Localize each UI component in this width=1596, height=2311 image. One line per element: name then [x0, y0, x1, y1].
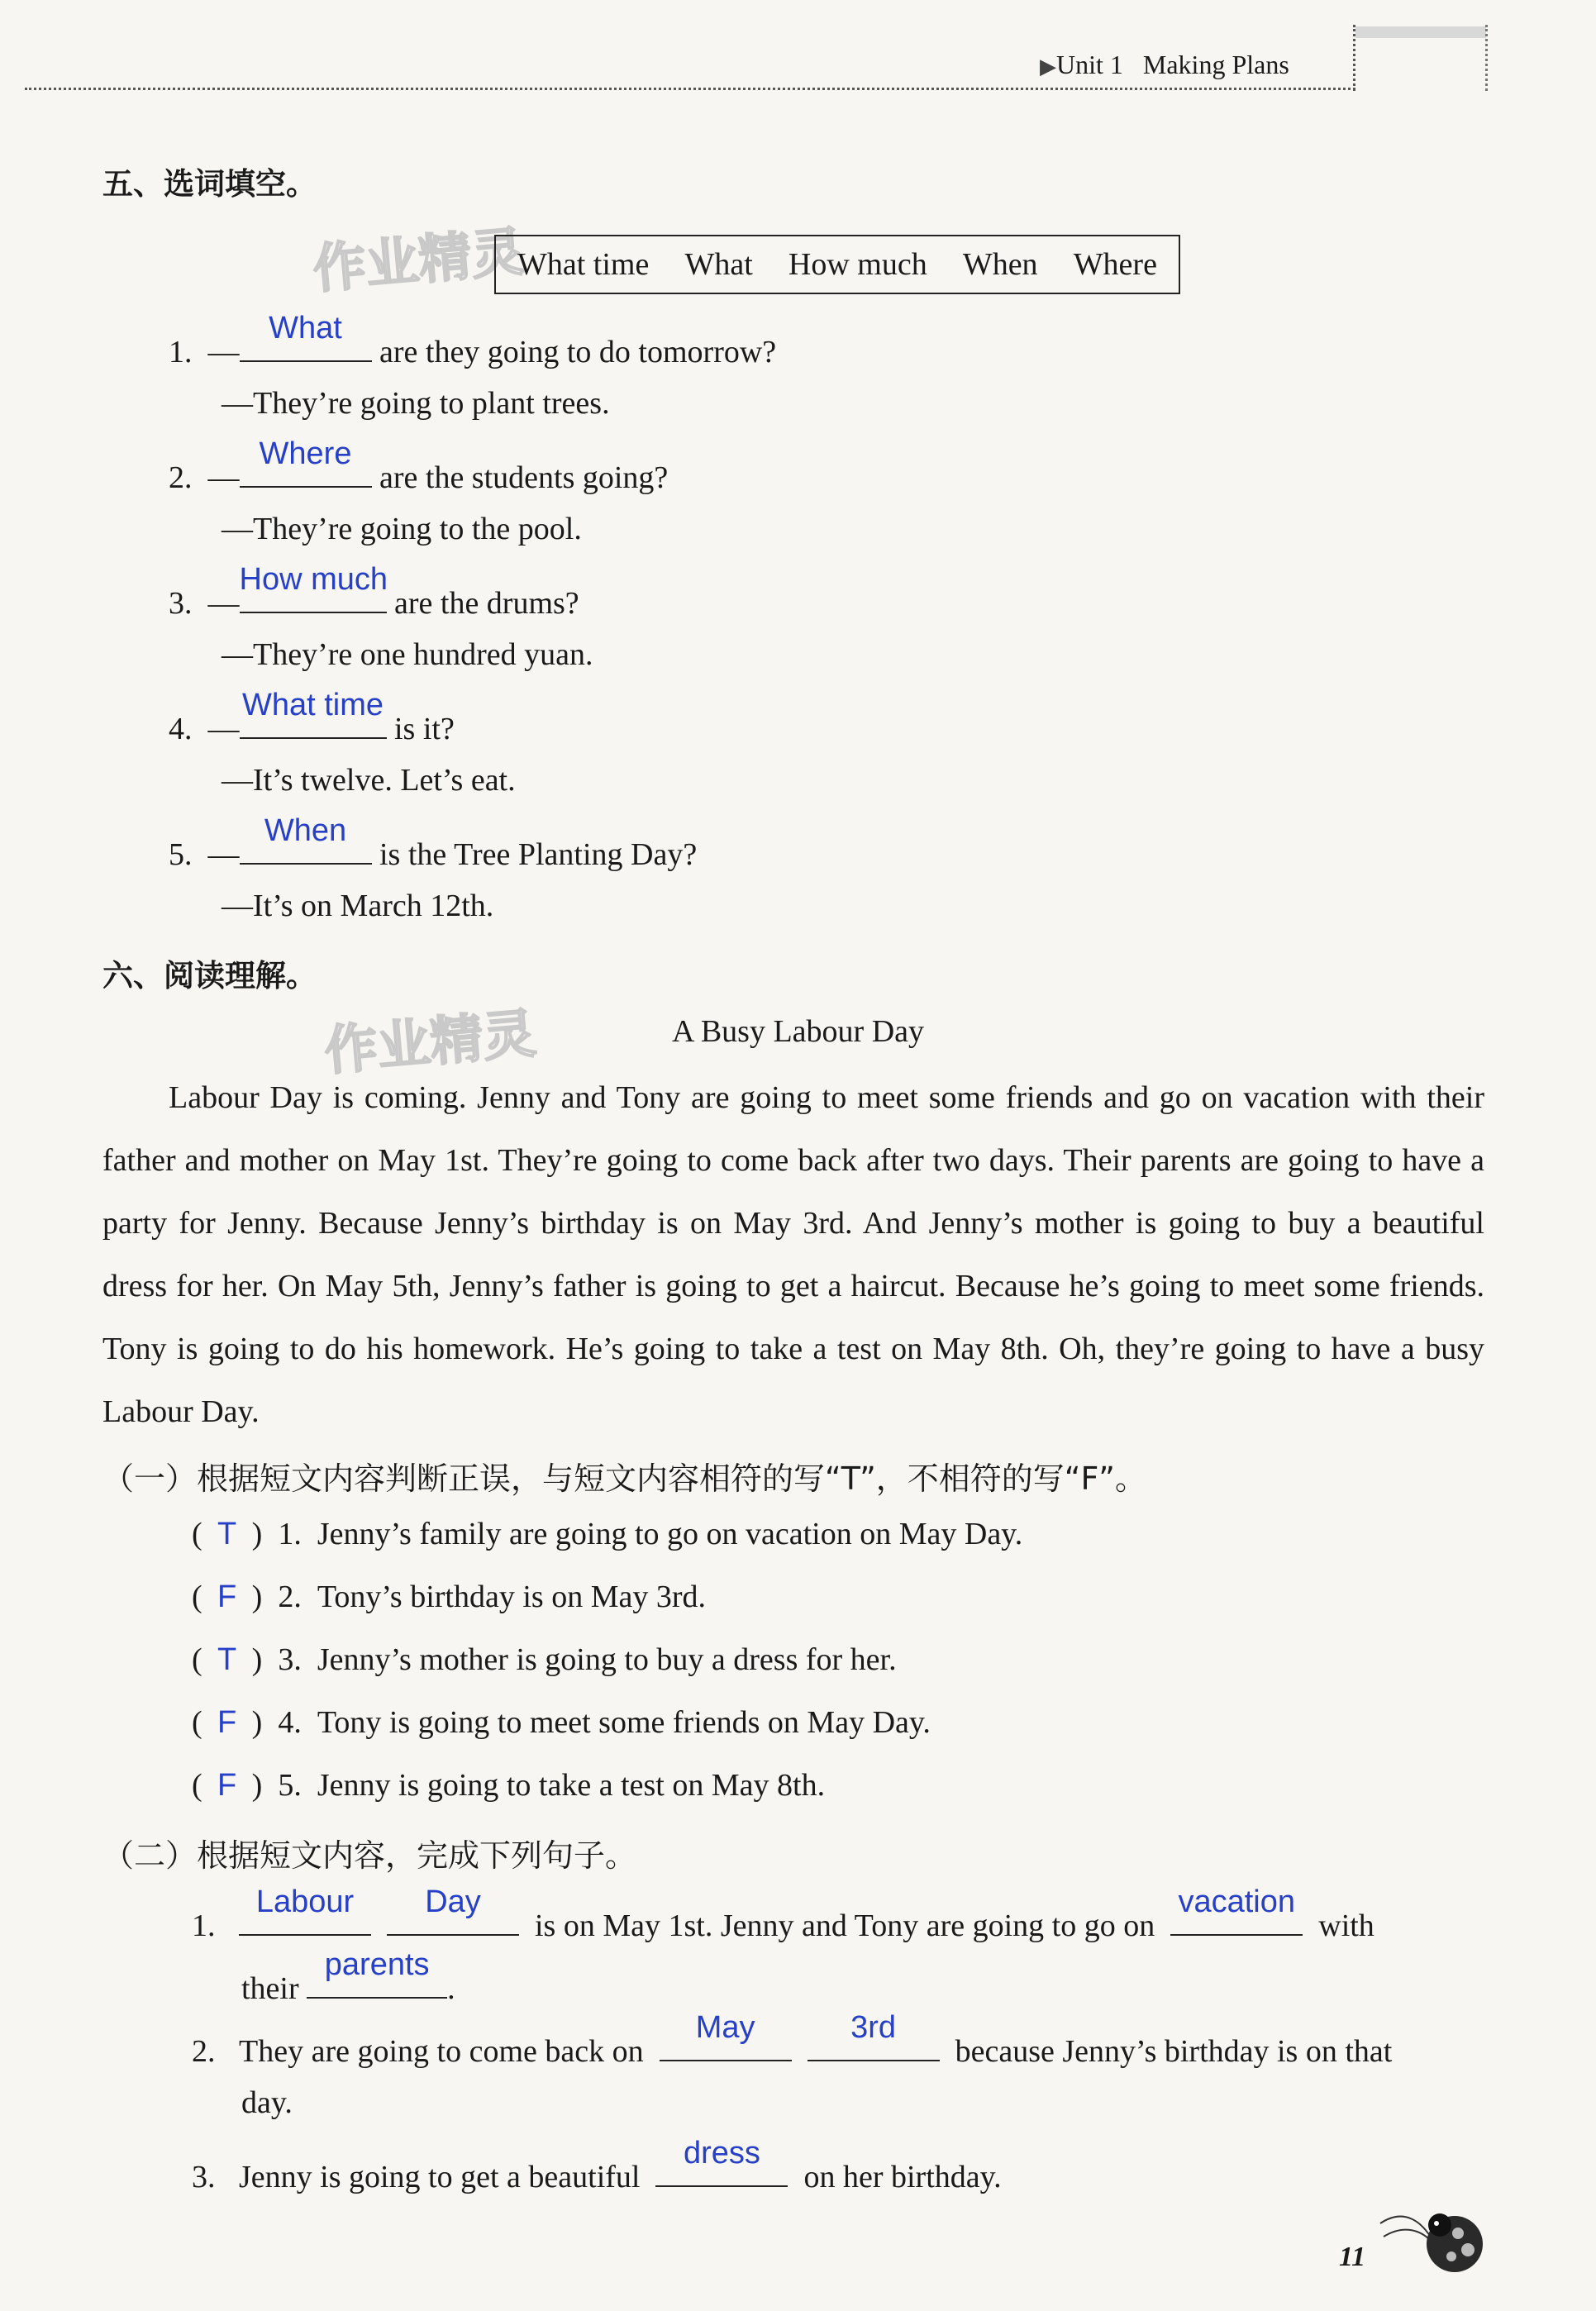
item-number: 3. [169, 586, 193, 621]
tf-statement: Jenny is going to take a test on May 8th. [317, 1768, 826, 1803]
item-number: 2. [169, 460, 193, 495]
answer-blank[interactable] [240, 436, 372, 488]
part1-instruction: （一）根据短文内容判断正误，与短文内容相符的写“T”，不相符的写“F”。 [102, 1460, 1146, 1497]
watermark: 作业精灵 [310, 221, 527, 301]
fill-item-3 [169, 562, 579, 622]
tf-item-4: ( F ) 4. Tony is going to meet some friends on May Day. [192, 1705, 931, 1740]
header-divider-right [1485, 25, 1488, 91]
reply-1: —They’re going to plant trees. [222, 386, 610, 421]
tf-mark[interactable]: T [217, 1517, 237, 1551]
question-text: are they going to do tomorrow? [379, 335, 777, 369]
watermark: 作业精灵 [322, 1003, 539, 1083]
header-divider [1353, 25, 1355, 91]
answer-text: Where [259, 436, 352, 471]
tf-item-5: ( F ) 5. Jenny is going to take a test on May 8th. [192, 1768, 826, 1803]
sentence-text: is on May 1st. Jenny and Tony are going to go on [535, 1908, 1155, 1943]
word-bank-item: What [684, 247, 753, 282]
answer-text: Labour [255, 1885, 355, 1919]
sentence-text: on her birthday. [803, 2160, 1002, 2194]
item-number: 1. [169, 335, 193, 369]
section6-title: 六、阅读理解。 [102, 958, 317, 993]
answer-text: What time [241, 688, 384, 722]
sentence-text: They are going to come back on [239, 2034, 644, 2069]
fill-item-2 [169, 436, 669, 496]
answer-blank[interactable] [808, 2010, 940, 2061]
fill-item-1 [169, 311, 777, 370]
item-number: 3. [192, 2160, 216, 2194]
header-title: Making Plans [1142, 50, 1289, 79]
answer-text: How much [239, 562, 388, 597]
tf-statement: Tony is going to meet some friends on May Day. [317, 1705, 931, 1740]
item-number: 5. [169, 837, 193, 872]
header-rule [25, 88, 1355, 90]
tf-item-3: ( T ) 3. Jenny’s mother is going to buy a dress for her. [192, 1642, 897, 1677]
fill-item-5 [169, 813, 698, 873]
word-bank-item: Where [1073, 247, 1157, 282]
item-number: 5. [278, 1768, 302, 1803]
answer-blank[interactable] [239, 1885, 371, 1936]
complete-sentence-1-cont [241, 1947, 455, 2007]
question-text: are the drums? [394, 586, 579, 621]
answer-blank[interactable] [387, 1885, 519, 1936]
reply-2: —They’re going to the pool. [222, 512, 582, 546]
passage-text: Labour Day is coming. Jenny and Tony are going to meet some friends and go on vacation with their father and mother on May 1st. They’re going to come back after two days. Their parents are going to have a party for Jenny. Because Jenny’s birthday is on May 3rd. And Jenny’s mother is going to buy a beautiful dress for her. On May 5th, Jenny’s father is going to get a haircut. Because he’s going to meet some friends. Tony is going to do his homework. He’s going to take a test on May 8th. Oh, they’re going to have a busy Labour Day. [102, 1080, 1484, 1429]
complete-sentence-2 [192, 2010, 1393, 2070]
tf-mark[interactable]: T [217, 1642, 237, 1677]
tf-mark[interactable]: F [217, 1768, 237, 1803]
passage-title: A Busy Labour Day [671, 1014, 925, 1049]
tf-mark[interactable]: F [217, 1580, 237, 1614]
dash: — [207, 335, 240, 369]
answer-text: parents [324, 1947, 430, 1982]
word-bank-item: When [962, 247, 1038, 282]
answer-text: What [269, 311, 342, 345]
tf-statement: Jenny’s family are going to go on vacation on May Day. [317, 1517, 1023, 1551]
play-triangle-icon: ▶ [1040, 55, 1056, 79]
answer-blank[interactable] [1170, 1885, 1303, 1936]
complete-sentence-1 [192, 1885, 1374, 1944]
tf-statement: Jenny’s mother is going to buy a dress for her. [317, 1642, 897, 1677]
word-bank-item: How much [788, 247, 927, 282]
part2-instruction: （二）根据短文内容，完成下列句子。 [102, 1837, 637, 1874]
answer-text: When [264, 813, 347, 848]
fill-item-4 [169, 688, 455, 747]
tf-mark[interactable]: F [217, 1705, 237, 1740]
answer-blank[interactable] [655, 2136, 788, 2187]
answer-blank[interactable] [240, 688, 387, 739]
sentence-text: . [447, 1971, 455, 2006]
tf-statement: Tony’s birthday is on May 3rd. [317, 1580, 707, 1614]
tf-item-2: ( F ) 2. Tony’s birthday is on May 3rd. [192, 1580, 707, 1614]
passage [102, 1066, 1484, 1443]
reply-3: —They’re one hundred yuan. [222, 637, 593, 672]
sentence-text: Jenny is going to get a beautiful [239, 2160, 641, 2194]
word-bank [494, 235, 1180, 294]
reply-4: —It’s twelve. Let’s eat. [222, 763, 516, 798]
answer-blank[interactable] [660, 2010, 792, 2061]
sentence-text: their [241, 1971, 299, 2006]
answer-blank[interactable] [240, 813, 372, 865]
header-unit: Unit 1 [1056, 50, 1123, 79]
dash: — [207, 586, 240, 621]
answer-text: 3rd [850, 2010, 897, 2045]
question-text: are the students going? [379, 460, 669, 495]
question-text: is the Tree Planting Day? [379, 837, 698, 872]
answer-blank[interactable] [240, 311, 372, 362]
sentence-text: because Jenny’s birthday is on that [955, 2034, 1393, 2069]
tf-item-1: ( T ) 1. Jenny’s family are going to go on vacation on May Day. [192, 1517, 1023, 1551]
item-number: 1. [278, 1517, 302, 1551]
answer-blank[interactable] [239, 562, 388, 613]
dash: — [207, 712, 240, 746]
answer-text: dress [684, 2136, 760, 2170]
answer-text: vacation [1178, 1885, 1296, 1919]
item-number: 2. [192, 2034, 216, 2069]
answer-text: Day [425, 1885, 481, 1919]
page-number: 11 [1339, 2242, 1366, 2272]
header-decoration [1355, 26, 1486, 38]
complete-sentence-2-cont: day. [241, 2085, 293, 2120]
answer-blank[interactable] [307, 1947, 447, 1999]
reply-5: —It’s on March 12th. [222, 889, 494, 923]
question-text: is it? [394, 712, 455, 746]
item-number: 2. [278, 1580, 302, 1614]
answer-text: May [695, 2010, 755, 2045]
item-number: 4. [278, 1705, 302, 1740]
item-number: 4. [169, 712, 193, 746]
section5-title: 五、选词填空。 [102, 166, 317, 202]
word-bank-item: What time [517, 247, 650, 282]
running-header [1040, 50, 1289, 80]
complete-sentence-3 [192, 2136, 1002, 2195]
sentence-text: with [1318, 1908, 1374, 1943]
dash: — [207, 460, 240, 495]
item-number: 1. [192, 1908, 216, 1943]
ladybug-icon [1372, 2190, 1488, 2281]
item-number: 3. [278, 1642, 302, 1677]
dash: — [207, 837, 240, 872]
